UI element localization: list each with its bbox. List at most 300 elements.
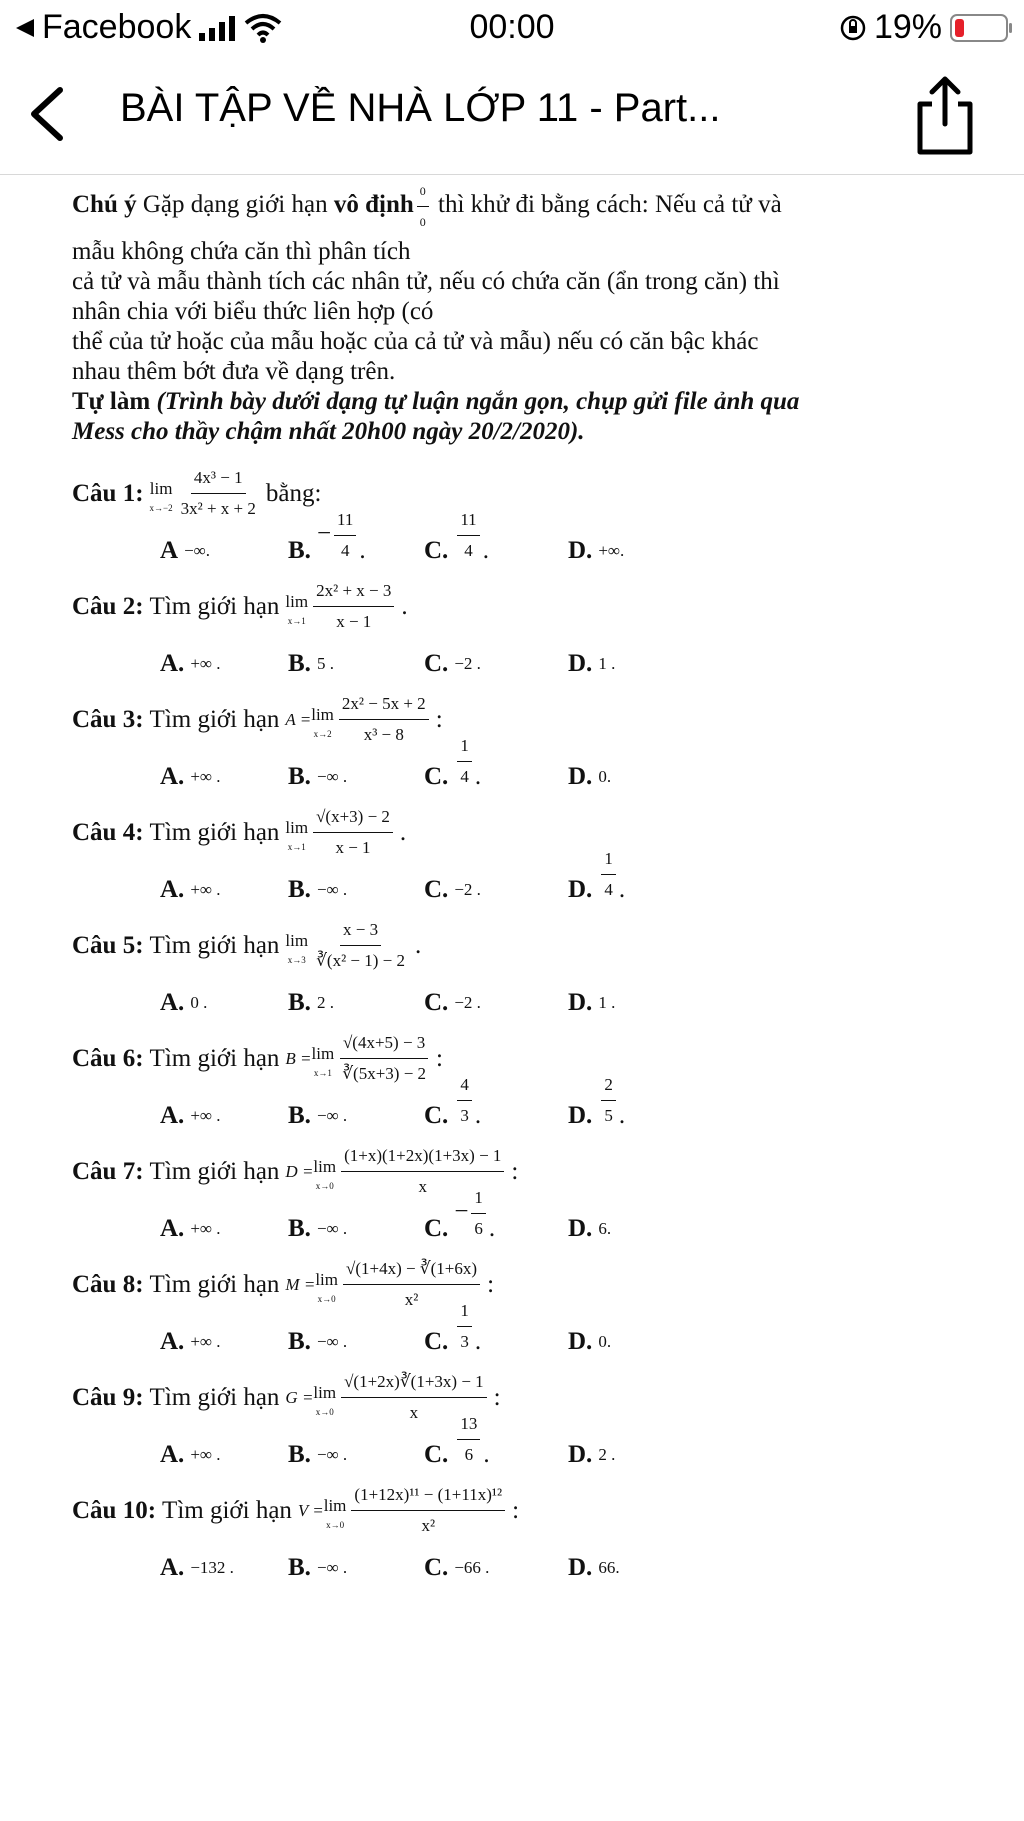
answer-option[interactable] [568,1440,615,1470]
battery-percent: 19% [873,8,942,46]
option-value-frac [471,1183,486,1244]
formula-numerator: (1+x)(1+2x)(1+3x) − 1 [341,1141,504,1172]
lim-symbol [324,1491,347,1530]
lim-text: lim [285,592,309,611]
option-value-den: 4 [340,541,350,560]
note-label: Chú ý [72,191,137,219]
chevron-left-icon[interactable] [22,84,72,144]
option-value: +∞ . [190,1445,221,1464]
option-value: −∞. [184,541,211,560]
option-value: 2 . [598,1445,616,1464]
question-label: Câu 5: [72,931,144,959]
option-value: −∞ . [316,767,348,786]
note-line: cả tử và mẫu thành tích các nhân tử, nếu có chứa căn (ẩn trong căn) thì [72,268,780,295]
question-line [72,1480,992,1541]
option-value [454,1296,475,1357]
clock: 00:00 [469,8,555,46]
question-line [72,915,992,976]
question-post: : [436,1044,443,1072]
option-letter: B. [288,989,311,1016]
self-work-line2: Mess cho thầy chậm nhất 20h00 ngày 20/2/2020). [72,418,585,445]
question-text: Tìm giới hạn [149,1270,280,1298]
status-bar [0,0,1024,56]
answer-options [160,736,992,798]
limit-formula [285,915,411,976]
lim-text: lim [149,479,173,498]
zero-over-zero [417,176,429,237]
question-label: Câu 9: [72,1383,144,1411]
option-value: −∞ . [316,1445,348,1464]
lim-text: lim [313,1383,337,1402]
formula-numerator: 2x² − 5x + 2 [339,689,429,720]
option-value: 1 . [598,654,616,673]
answer-option[interactable] [160,1440,221,1470]
formula-fraction [339,1028,429,1089]
option-value: +∞ . [190,654,221,673]
answer-options [160,510,992,572]
option-letter: D. [568,763,593,790]
option-letter: C. [424,1102,449,1129]
question-label: Câu 6: [72,1044,144,1072]
lim-sub: x→2 [313,729,332,739]
formula-var: V = [297,1500,324,1520]
answer-option[interactable] [288,649,334,679]
option-letter: A. [160,650,185,677]
option-dot: . [482,537,489,564]
option-value-num: 13 [457,1409,480,1440]
question [72,1141,992,1250]
formula-denominator: x [409,1403,419,1422]
option-value-sign: − [454,1198,469,1226]
option-dot: . [618,1102,626,1129]
document-body [72,176,992,1589]
question-line [72,463,992,524]
option-value-num: 11 [334,505,356,536]
answer-option[interactable] [424,1070,481,1131]
lim-symbol [285,813,308,852]
self-work [72,387,992,417]
question-label: Câu 8: [72,1270,144,1298]
option-value: −2 . [454,654,481,673]
option-value: 2 . [316,993,334,1012]
lim-sub: x→1 [287,842,306,852]
zf-den: 0 [419,215,426,229]
formula-fraction [178,463,259,524]
option-letter: A. [160,1441,185,1468]
formula-var: D = [285,1161,314,1181]
answer-option[interactable] [160,1327,221,1357]
question [72,689,992,798]
option-value-frac [601,1070,616,1131]
formula-denominator: x − 1 [335,838,371,857]
option-letter: C. [424,1441,449,1468]
option-value-num: 4 [457,1070,472,1101]
question-text: Tìm giới hạn [162,1496,292,1524]
answer-option[interactable] [424,988,481,1018]
limit-formula [298,1480,508,1541]
option-letter: A. [160,876,185,903]
question [72,1367,992,1476]
limit-formula [285,689,431,750]
self-work-text: (Trình bày dưới dạng tự luận ngắn gọn, chụp gửi file ảnh qua [150,388,800,415]
option-letter: D. [568,650,593,677]
answer-option[interactable] [568,649,615,679]
lim-text: lim [285,818,309,837]
option-value: −132 . [190,1558,234,1577]
option-value-num: 1 [601,844,616,875]
option-value: +∞. [598,541,625,560]
answer-option[interactable] [568,536,624,566]
limit-formula [285,1028,432,1089]
formula-numerator: (1+12x)¹¹ − (1+11x)¹² [351,1480,505,1511]
option-letter: D. [568,1102,593,1129]
answer-option[interactable] [288,875,347,905]
answer-option[interactable] [424,731,481,792]
option-value-frac [457,505,479,566]
answer-option[interactable] [568,1070,625,1131]
limit-formula [285,802,396,863]
option-letter: A. [160,1102,185,1129]
option-value: +∞ . [190,880,221,899]
lim-sub: x→1 [313,1068,332,1078]
question-line [72,689,992,750]
option-letter: D. [568,989,593,1016]
answer-options [160,1075,992,1137]
formula-numerator: 4x³ − 1 [191,463,246,494]
question-text: Tìm giới hạn [149,931,280,959]
option-value-frac [601,844,616,905]
option-letter: D. [568,876,593,903]
answer-option[interactable] [288,505,366,566]
question [72,576,992,685]
answer-options [160,849,992,911]
formula-denominator: x − 1 [336,612,372,631]
option-value-den: 3 [460,1106,469,1125]
lim-text: lim [285,931,309,950]
option-value [454,1183,489,1244]
option-value-den: 6 [474,1219,483,1238]
answer-option[interactable] [568,844,625,905]
option-value-den: 5 [604,1106,613,1125]
formula-denominator: x [418,1177,427,1196]
lim-sub: x→−2 [149,503,173,513]
formula-var: B = [285,1048,312,1068]
option-value-num: 1 [471,1183,486,1214]
option-value-den: 4 [464,541,473,560]
option-letter: A. [160,1215,185,1242]
answer-option[interactable] [424,1296,481,1357]
question-post: . [401,592,408,620]
option-value: 6. [598,1219,612,1238]
option-value: −2 . [454,880,481,899]
option-value: −66 . [454,1558,490,1577]
note-line: nhân chia với biểu thức liên hợp (có [72,298,434,325]
answer-option[interactable] [424,505,489,566]
formula-numerator: x − 3 [340,915,381,946]
option-value-num: 1 [457,1296,472,1327]
answer-option[interactable] [424,649,481,679]
option-value: +∞ . [190,1106,221,1125]
option-letter: D. [568,1215,593,1242]
question-label: Câu 10: [72,1496,157,1524]
option-value-den: 4 [604,880,613,899]
question-post: . [399,818,407,846]
option-dot: . [488,1215,496,1242]
question-line [72,1254,992,1315]
option-value: −∞ . [316,1332,348,1351]
answer-option[interactable] [568,1214,611,1244]
option-value-frac [457,731,472,792]
note-bold: vô định [333,191,414,219]
option-letter: B. [288,876,311,903]
answer-option[interactable] [288,988,334,1018]
question-text: Tìm giới hạn [149,705,280,733]
option-letter: B. [288,1554,311,1581]
question [72,802,992,911]
question-text: Tìm giới hạn [149,1157,280,1185]
lim-text: lim [311,1044,335,1063]
lim-sub: x→0 [326,1520,345,1530]
answer-option[interactable] [424,1183,495,1244]
formula-numerator: √(1+4x) − ∛(1+6x) [343,1254,480,1285]
battery-icon [950,14,1008,42]
option-value-num: 11 [457,505,479,536]
option-value: −2 . [454,993,481,1012]
question-post: bằng: [265,479,322,507]
option-value: 5 . [316,654,334,673]
option-value [317,505,359,566]
answer-options [160,1414,992,1476]
answer-option[interactable] [424,1409,490,1470]
answer-option[interactable] [160,762,221,792]
answer-option[interactable] [288,762,347,792]
option-value-frac [457,1296,472,1357]
answer-option[interactable] [288,1101,347,1131]
answer-option[interactable] [288,1214,347,1244]
option-letter: C. [424,1554,449,1581]
option-value-den: 4 [460,767,469,786]
back-app-label[interactable]: Facebook [42,8,192,46]
option-letter: C. [424,989,449,1016]
answer-option[interactable] [160,875,221,905]
lim-symbol [150,474,173,513]
question-text: Tìm giới hạn [149,1383,280,1411]
formula-denominator: x² [404,1290,419,1309]
answer-options [160,1301,992,1363]
question [72,1480,992,1589]
lim-symbol [311,700,334,739]
limit-formula [150,463,262,524]
answer-option[interactable] [424,1553,489,1583]
formula-denominator: ∛(x² − 1) − 2 [316,951,406,970]
option-value-den: 6 [464,1445,474,1464]
option-value: 0. [598,1332,612,1351]
question [72,1028,992,1137]
option-letter: D. [568,537,593,564]
option-letter: D. [568,1441,593,1468]
option-value [454,1409,483,1470]
option-value-frac [457,1409,480,1470]
question-post: : [511,1157,519,1185]
option-dot: . [483,1441,490,1468]
lim-symbol [313,1152,336,1191]
note-text: Gặp dạng giới hạn [136,191,334,219]
option-value: 66. [598,1558,620,1577]
formula-fraction [313,802,393,863]
question [72,463,992,572]
question-post: : [435,705,443,733]
note-line: nhau thêm bớt đưa về dạng trên. [72,358,396,385]
answer-option[interactable] [568,1553,620,1583]
answer-option[interactable] [568,762,611,792]
note-line [72,176,992,237]
orientation-lock-icon [840,15,866,41]
option-letter: A. [160,1554,185,1581]
answer-option[interactable] [160,1553,234,1583]
option-value: −∞ . [316,1219,348,1238]
question-text: Tìm giới hạn [149,592,280,620]
question-line [72,1028,992,1089]
question-label: Câu 7: [72,1157,144,1185]
option-dot: . [359,537,366,564]
option-value-sign: − [316,520,332,548]
option-letter: A. [160,763,185,790]
answer-option[interactable] [160,536,210,566]
option-letter: B. [288,650,311,677]
question-line [72,1367,992,1428]
option-value: 1 . [598,993,616,1012]
answer-option[interactable] [160,988,207,1018]
status-right [840,8,1008,47]
question-text: Tìm giới hạn [149,1044,280,1072]
option-dot: . [474,763,482,790]
formula-denominator: ∛(5x+3) − 2 [342,1064,427,1083]
formula-var: M = [285,1274,316,1294]
answer-option[interactable] [568,1327,611,1357]
answer-option[interactable] [160,1214,221,1244]
option-value: +∞ . [190,1219,221,1238]
lim-text: lim [323,1496,347,1515]
option-value-num: 1 [457,731,472,762]
option-value: +∞ . [190,767,221,786]
formula-var: A = [285,709,312,729]
lim-symbol [313,1378,336,1417]
lim-symbol [312,1039,335,1078]
formula-numerator: 2x² + x − 3 [313,576,394,607]
lim-sub: x→3 [287,955,306,965]
option-value-den: 3 [460,1332,469,1351]
lim-sub: x→0 [317,1294,336,1304]
self-work-label: Tự làm [72,388,151,415]
answer-options [160,1188,992,1250]
note-line: mẫu không chứa căn thì phân tích [72,238,411,265]
lim-symbol [315,1265,338,1304]
answer-options [160,1541,992,1589]
lim-text: lim [313,1157,337,1176]
question-line [72,576,992,637]
option-letter: C. [424,876,449,903]
option-letter: D. [568,1328,593,1355]
formula-fraction [339,689,429,750]
question-post: : [487,1270,495,1298]
question-post: . [415,931,422,959]
question-label: Câu 3: [72,705,144,733]
question-text: Tìm giới hạn [149,818,280,846]
question [72,1254,992,1363]
formula-fraction [313,576,394,637]
formula-var: G = [285,1387,314,1407]
question-post: : [512,1496,520,1524]
option-value-frac [334,505,356,566]
lim-sub: x→1 [287,616,306,626]
question [72,915,992,1024]
answer-options [160,976,992,1024]
answer-option[interactable] [288,1553,347,1583]
option-letter: B. [288,763,311,790]
question-line [72,802,992,863]
answer-option[interactable] [160,649,221,679]
lim-text: lim [315,1270,338,1289]
lim-sub: x→0 [315,1181,334,1191]
question-label: Câu 2: [72,592,144,620]
option-dot: . [618,876,626,903]
answer-option[interactable] [160,1101,221,1131]
option-value [598,844,619,905]
answer-option[interactable] [288,1327,347,1357]
option-value [598,1070,619,1131]
answer-option[interactable] [424,875,481,905]
option-value-frac [457,1070,472,1131]
formula-numerator: √(4x+5) − 3 [340,1028,428,1059]
question-label: Câu 1: [72,479,144,507]
battery-level [955,19,964,37]
formula-denominator: 3x² + x + 2 [180,499,256,518]
question-post: : [493,1383,501,1411]
option-letter: C. [424,537,449,564]
option-letter: C. [424,1328,449,1355]
option-value [454,505,482,566]
option-value [454,1070,475,1131]
option-value: 0 . [190,993,208,1012]
option-letter: B. [288,1102,311,1129]
option-letter: B. [288,1328,311,1355]
option-value [454,731,475,792]
option-letter: A [160,537,179,564]
lim-sub: x→0 [315,1407,334,1417]
question-label: Câu 4: [72,818,144,846]
option-value: −∞ . [316,1106,348,1125]
page-title: BÀI TẬP VỀ NHÀ LỚP 11 - Part... [120,86,721,130]
option-letter: D. [568,1554,593,1581]
answer-option[interactable] [568,988,615,1018]
option-letter: A. [160,989,185,1016]
option-letter: C. [424,1215,449,1242]
lim-symbol [285,926,308,965]
option-value: −∞ . [316,1558,348,1577]
option-letter: B. [288,537,311,564]
formula-fraction [351,1480,505,1541]
option-letter: B. [288,1215,311,1242]
option-letter: C. [424,763,449,790]
share-icon[interactable] [910,72,980,156]
lim-text: lim [311,705,334,724]
option-dot: . [474,1328,482,1355]
option-value: +∞ . [190,1332,221,1351]
formula-denominator: x³ − 8 [363,725,404,744]
answer-option[interactable] [288,1440,347,1470]
option-value-num: 2 [601,1070,616,1101]
note-line: thể của tử hoặc của mẫu hoặc của cả tử và mẫu) nếu có căn bậc khác [72,328,759,355]
